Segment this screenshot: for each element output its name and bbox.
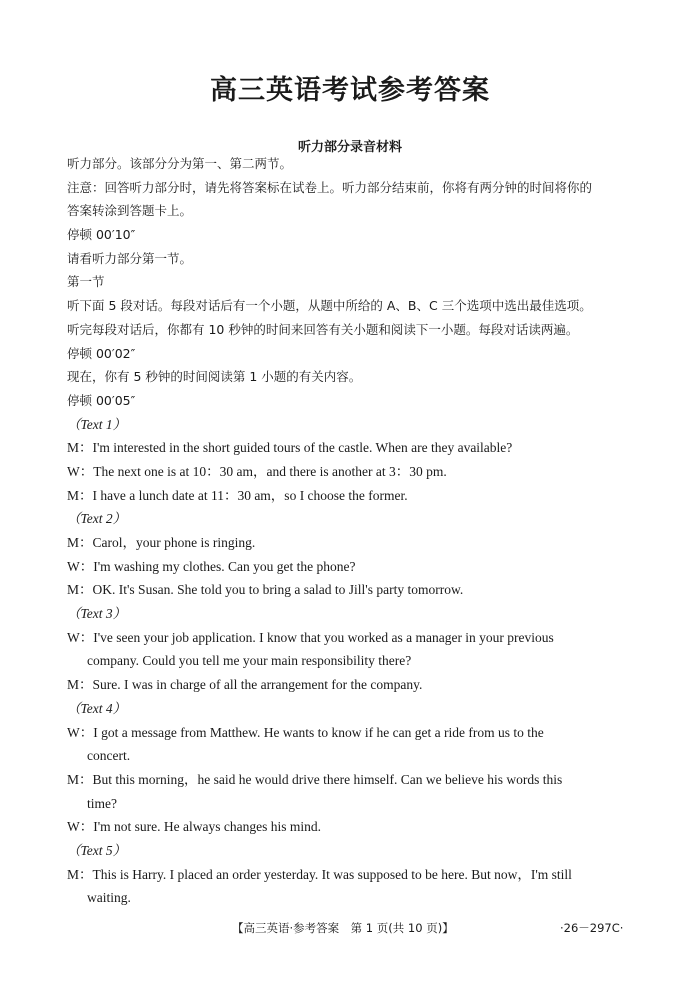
text-line: time? [87,795,117,811]
page-title: 高三英语考试参考答案 [210,75,490,106]
text-line: （Text 2） [67,511,127,527]
text-line: 现在，你有 5 秒钟的时间阅读第 1 小题的有关内容。 [67,369,362,385]
text-line: 听力部分。该部分分为第一、第二两节。 [67,156,293,171]
text-line: W：The next one is at 10：30 am，and there is another at 3：30 pm. [67,463,447,479]
text-line: W：I'm washing my clothes. Can you get the phone? [67,558,356,574]
footer-page-info: 【高三英语·参考答案 第 1 页(共 10 页)】 [232,921,454,935]
text-line: 第一节 [67,274,105,290]
footer-code: ·26－297C· [560,921,624,935]
text-line: （Text 3） [67,606,127,622]
text-line: 请看听力部分第一节。 [67,250,193,266]
section-subtitle: 听力部分录音材料 [297,140,402,155]
text-line: M：But this morning，he said he would drive there himself. Can we believe his words this [67,771,563,787]
text-line: W：I've seen your job application. I know that you worked as a manager in your previous [67,629,554,645]
text-line: 注意：回答听力部分时，请先将答案标在试卷上。听力部分结束前，你将有两分钟的时间将你的 [67,179,593,195]
text-line: W：I'm not sure. He always changes his mind. [67,819,322,835]
text-line: W：I got a message from Matthew. He wants to know if he can get a ride from us to the [67,724,544,740]
text-line: M：Carol，your phone is ringing. [67,535,256,550]
text-line: 停顿 00′05″ [67,392,136,408]
text-line: company. Could you tell me your main responsibility there? [87,653,412,669]
text-line: M：I'm interested in the short guided tours of the castle. When are they available? [67,440,513,456]
text-line: M：I have a lunch date at 11：30 am，so I choose the former. [67,487,408,503]
text-line: 听下面 5 段对话。每段对话后有一个小题，从题中所给的 A、B、C 三个选项中选出最佳选项。 [67,298,592,314]
text-line: （Text 4） [67,700,127,716]
text-line: 听完每段对话后，你都有 10 秒钟的时间来回答有关小题和阅读下一小题。每段对话读两遍。 [67,321,579,337]
text-line: （Text 1） [67,416,127,432]
text-line: 答案转涂到答题卡上。 [67,203,193,219]
text-line: 停顿 00′10″ [67,227,136,243]
transcript-body [67,152,642,910]
text-line: M：This is Harry. I placed an order yesterday. It was supposed to be here. But now，I'm still [67,866,572,882]
text-line: （Text 5） [67,842,127,858]
text-line: M：Sure. I was in charge of all the arrangement for the company. [67,677,423,693]
text-line: concert. [87,748,131,764]
text-line: waiting. [87,890,131,906]
text-line: M：OK. It's Susan. She told you to bring a salad to Jill's party tomorrow. [67,582,464,598]
text-line: 停顿 00′02″ [67,345,136,361]
